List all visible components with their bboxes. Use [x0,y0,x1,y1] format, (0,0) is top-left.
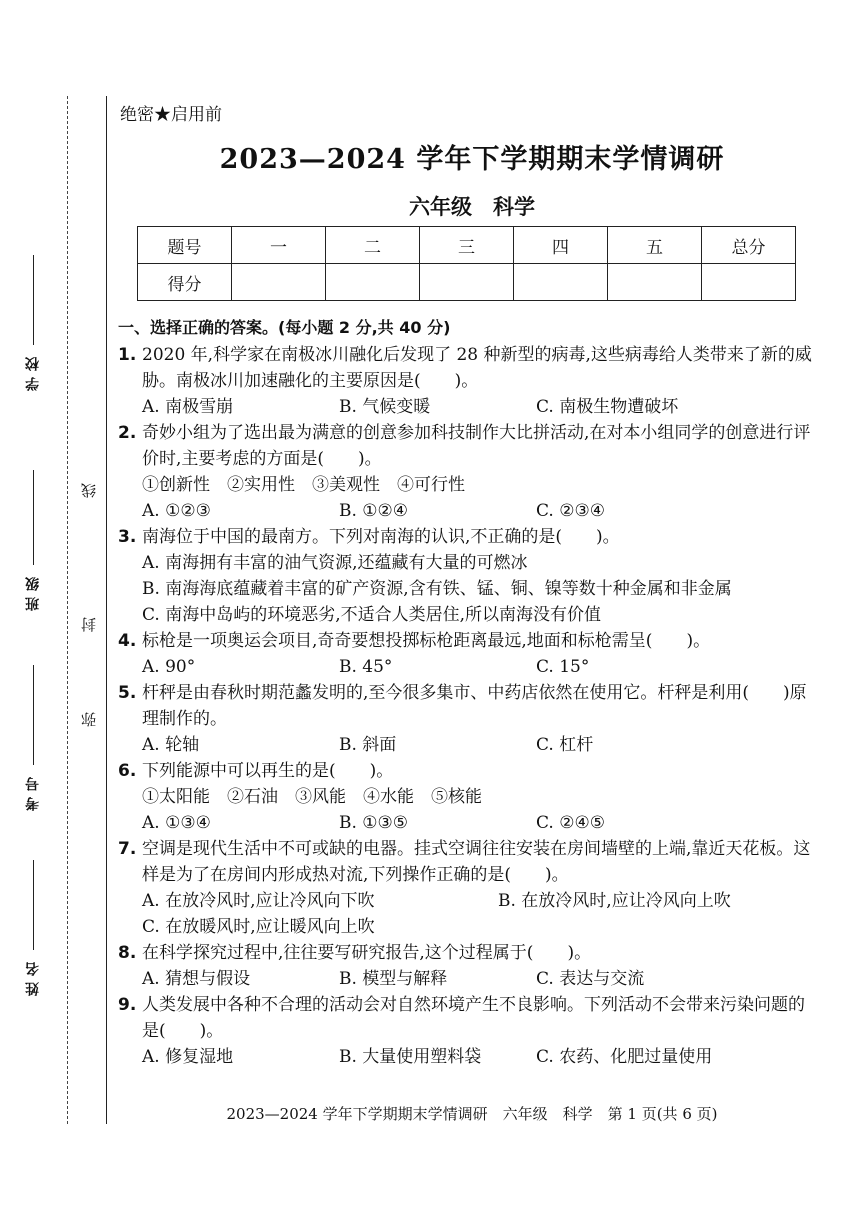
question-9 [118,992,818,1070]
question-number: 4. [118,631,137,651]
question-number: 6. [118,761,137,781]
score-cell[interactable] [420,264,514,301]
question-6 [118,758,818,836]
option-c[interactable]: C. 表达与交流 [536,969,645,989]
option-c[interactable]: C. 在放暖风时,应让暖风向上吹 [142,917,375,937]
option-b[interactable]: B. 在放冷风时,应让冷风向上吹 [498,891,731,911]
confidential-mark: 绝密★启用前 [120,105,222,125]
question-text: 标枪是一项奥运会项目,奇奇要想投掷标枪距离最远,地面和标枪需呈( )。 [142,631,711,651]
score-header-cell: 一 [232,227,326,264]
score-header-cell: 三 [420,227,514,264]
class-field[interactable] [18,470,48,611]
page-title: 2023—2024 学年下学期期末学情调研 [219,144,725,175]
option-c[interactable]: C. 杠杆 [536,735,594,755]
option-a[interactable]: A. 猜想与假设 [142,969,251,989]
question-text: 空调是现代生活中不可或缺的电器。挂式空调往往安装在房间墙壁的上端,靠近天花板。这样是为了在房间内形成热对流,下列操作正确的是( )。 [142,839,811,885]
option-b[interactable]: B. 南海海底蕴藏着丰富的矿产资源,含有铁、锰、铜、镍等数十种金属和非金属 [142,579,732,599]
question-number: 5. [118,683,137,703]
seal-char-close: 弥 [80,712,98,727]
score-cell[interactable] [326,264,420,301]
option-a[interactable]: A. 90° [142,657,196,677]
question-5 [118,680,818,758]
option-a[interactable]: A. ①③④ [142,813,211,833]
option-a[interactable]: A. 在放冷风时,应让冷风向下吹 [142,891,375,911]
score-cell[interactable] [702,264,796,301]
question-sub-items: ①创新性 ②实用性 ③美观性 ④可行性 [142,475,465,495]
question-2 [118,420,818,524]
page-footer: 2023—2024 学年下学期期末学情调研 六年级 科学 第 1 页(共 6 页) [226,1105,718,1123]
question-8 [118,940,818,992]
exam-number-field[interactable] [18,665,48,811]
option-c[interactable]: C. 农药、化肥过量使用 [536,1047,713,1067]
school-field[interactable] [18,255,48,391]
question-number: 2. [118,423,137,443]
option-b[interactable]: B. 模型与解释 [339,969,448,989]
question-number: 8. [118,943,137,963]
exam-number-label: 考号 [25,771,41,811]
score-cell[interactable] [232,264,326,301]
option-c[interactable]: C. 15° [536,657,590,677]
question-4 [118,628,818,680]
option-c[interactable]: C. ②④⑤ [536,813,605,833]
score-header-cell: 五 [608,227,702,264]
question-number: 3. [118,527,137,547]
school-label: 学校 [25,351,41,391]
score-header-cell: 四 [514,227,608,264]
option-b[interactable]: B. ①③⑤ [339,813,409,833]
name-field[interactable] [18,860,48,996]
option-a[interactable]: A. 修复湿地 [142,1047,234,1067]
score-table [137,226,796,301]
option-a[interactable]: A. 南极雪崩 [142,397,234,417]
page-subtitle: 六年级 科学 [409,194,535,219]
question-text: 下列能源中可以再生的是( )。 [142,761,394,781]
question-text: 奇妙小组为了选出最为满意的创意参加科技制作大比拼活动,在对本小组同学的创意进行评价时,主要考虑的方面是( )。 [142,423,811,469]
question-text: 人类发展中各种不合理的活动会对自然环境产生不良影响。下列活动不会带来污染问题的是( )。 [142,995,805,1041]
score-cell[interactable] [608,264,702,301]
score-header-cell: 题号 [138,227,232,264]
option-b[interactable]: B. 大量使用塑料袋 [339,1047,482,1067]
section-heading: 一、选择正确的答案。(每小题 2 分,共 40 分) [118,318,451,337]
option-b[interactable]: B. 气候变暖 [339,397,431,417]
option-b[interactable]: B. ①②④ [339,501,409,521]
score-header-cell: 总分 [702,227,796,264]
class-label: 班级 [25,571,41,611]
option-a[interactable]: A. ①②③ [142,501,211,521]
binding-solid-line [106,96,107,1124]
score-cell[interactable] [514,264,608,301]
question-text: 2020 年,科学家在南极冰川融化后发现了 28 种新型的病毒,这些病毒给人类带来了新的威胁。南极冰川加速融化的主要原因是( )。 [142,345,812,391]
binding-dashed-line [67,96,68,1124]
option-c[interactable]: C. 南极生物遭破坏 [536,397,679,417]
question-section [118,314,818,1070]
question-number: 1. [118,345,137,365]
question-1 [118,342,818,420]
question-text: 杆秤是由春秋时期范蠡发明的,至今很多集市、中药店依然在使用它。杆秤是利用( )原理制作的。 [142,683,807,729]
question-sub-items: ①太阳能 ②石油 ③风能 ④水能 ⑤核能 [142,787,482,807]
question-number: 9. [118,995,137,1015]
option-b[interactable]: B. 斜面 [339,735,397,755]
score-header-cell: 二 [326,227,420,264]
score-table-header-row [138,227,796,264]
score-row-label: 得分 [138,264,232,301]
option-a[interactable]: A. 轮轴 [142,735,200,755]
seal-char-seal: 封 [80,617,98,632]
question-7 [118,836,818,940]
question-number: 7. [118,839,137,859]
option-c[interactable]: C. 南海中岛屿的环境恶劣,不适合人类居住,所以南海没有价值 [142,605,602,625]
option-a[interactable]: A. 南海拥有丰富的油气资源,还蕴藏有大量的可燃冰 [142,553,528,573]
question-text: 南海位于中国的最南方。下列对南海的认识,不正确的是( )。 [142,527,620,547]
seal-char-line: 线 [80,483,98,498]
name-label: 姓名 [25,956,41,996]
score-table-score-row [138,264,796,301]
option-b[interactable]: B. 45° [339,657,393,677]
question-text: 在科学探究过程中,往往要写研究报告,这个过程属于( )。 [142,943,592,963]
question-3 [118,524,818,628]
option-c[interactable]: C. ②③④ [536,501,605,521]
